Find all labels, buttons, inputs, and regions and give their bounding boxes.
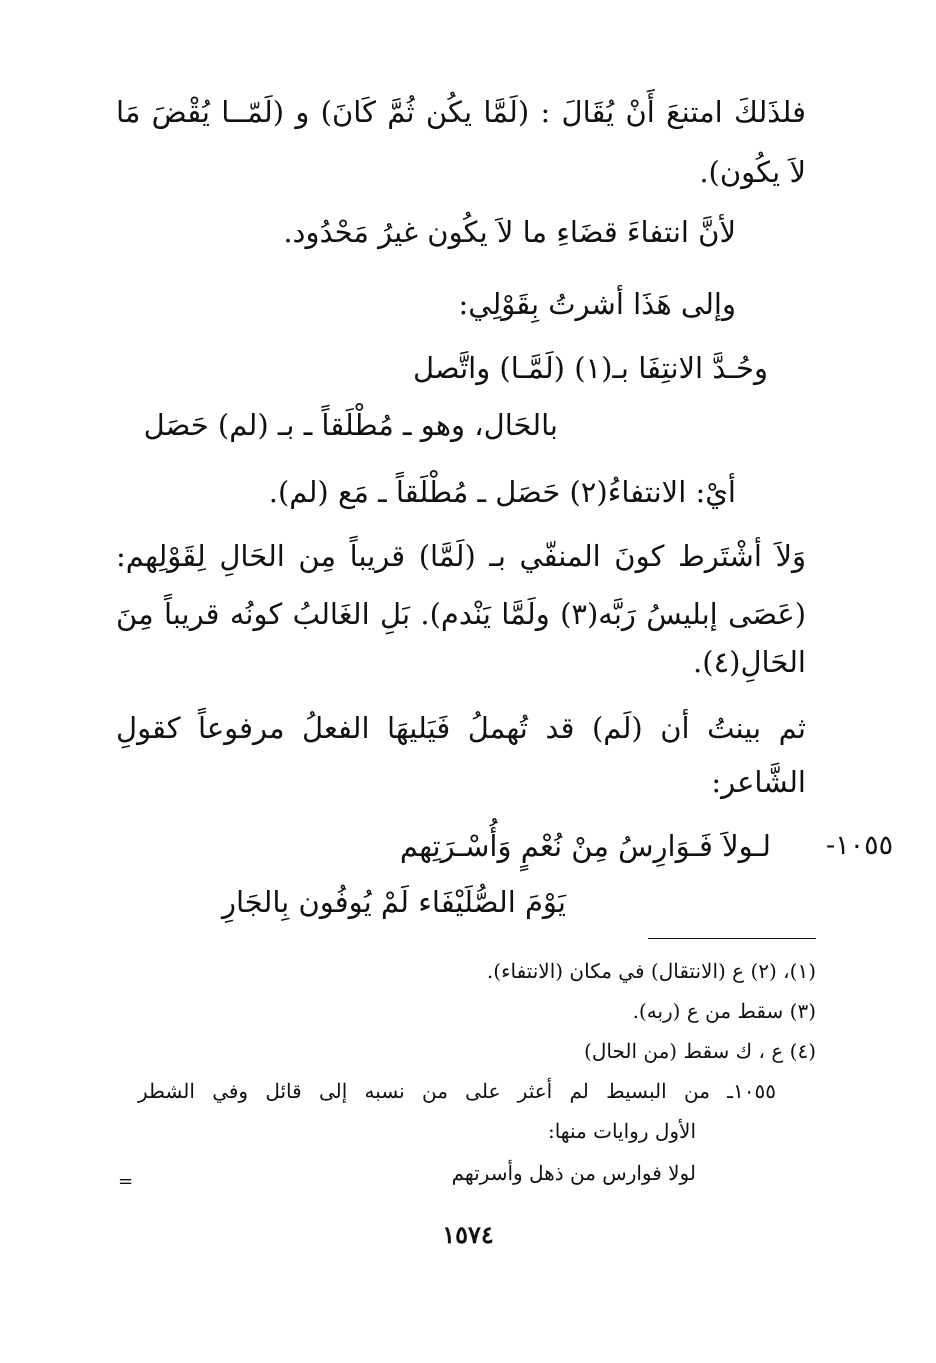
paragraph-5-line-2: (عَصَى إبليسُ رَبَّه(٣) ولَمَّا يَنْدم). بَلِ الغَالبُ كونُه قريباً مِنَ	[116, 597, 807, 631]
footnote-verse-1055-line-3: لولا فوارس من ذهل وأسرتهم	[451, 1161, 696, 1185]
verse-hemistich-b: بالحَال، وهو ـ مُطْلَقاً ـ بـ (لم) حَصَل	[143, 408, 558, 442]
paragraph-2: لأنَّ انتفاءَ قضَاءِ ما لاَ يكُون غيرُ مَحْدُود.	[283, 215, 736, 249]
footnote-4: (٤) ع ، ك سقط (من الحال)	[584, 1039, 816, 1063]
footnote-3: (٣) سقط من ع (ربه).	[632, 999, 816, 1023]
paragraph-6-line-1: ثم بينتُ أن (لَم) قد تُهملُ فَيَليهَا الفعلُ مرفوعاً كقولِ	[116, 711, 806, 745]
verse-number: ١٠٥٥-	[826, 830, 894, 861]
verse-hemistich-a: وحُـدَّ الانتِفَا بـ(١) (لَمَّـا) واتَّصل	[412, 351, 768, 385]
margin-mark: =	[118, 1171, 134, 1192]
paragraph-4: أيْ: الانتفاءُ(٢) حَصَل ـ مُطْلَقاً ـ مَع (لم).	[268, 475, 736, 509]
paragraph-5-line-1: وَلاَ أشْتَرط كونَ المنفّي بـ (لَمَّا) قريباً مِن الحَالِ لِقَوْلِهم:	[116, 539, 806, 573]
footnote-1-2: (١)، (٢) ع (الانتقال) في مكان (الانتفاء).	[486, 959, 816, 983]
footnote-separator	[648, 938, 816, 939]
page-number: ١٥٧٤	[442, 1220, 494, 1249]
verse-1055-hemistich-b: يَوْمَ الصُّلَيْفَاء لَمْ يُوفُون بِالجَارِ	[221, 885, 566, 919]
footnote-verse-1055-line-1: ١٠٥٥ـ من البسيط لم أعثر على من نسبه إلى قائل وفي الشطر	[138, 1079, 776, 1103]
verse-1055-hemistich-a: لـولاَ فَـوَارِسُ مِنْ نُعْمٍ وَأُسْـرَتِهم	[399, 829, 771, 863]
paragraph-3: وإلى هَذَا أشرتُ بِقَوْلِي:	[458, 287, 736, 321]
paragraph-1-line-2: لاَ يكُون).	[699, 155, 806, 189]
paragraph-6-line-2: الشَّاعر:	[711, 765, 806, 799]
paragraph-1-line-1: فلذَلكَ امتنعَ أَنْ يُقَالَ : (لَمَّا يكُن ثُمَّ كَانَ) و (لَمّــا يُقْضَ مَا	[116, 95, 806, 129]
paragraph-5-line-3: الحَالِ(٤).	[693, 645, 806, 679]
footnote-verse-1055-line-2: الأول روايات منها:	[547, 1119, 696, 1143]
